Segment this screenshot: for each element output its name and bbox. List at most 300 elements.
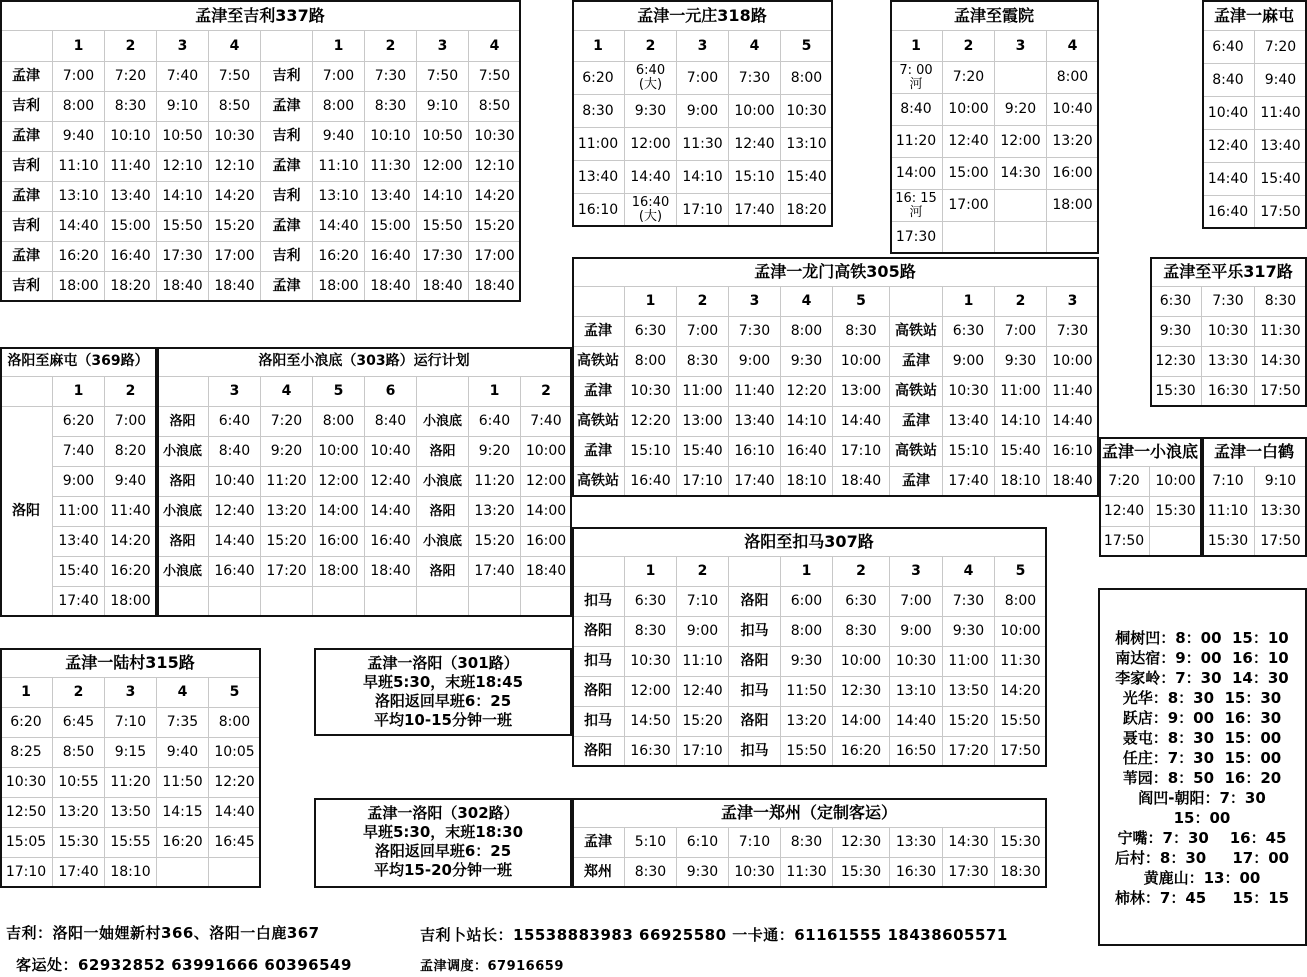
r337-cell: 7:50 bbox=[209, 62, 261, 92]
r307-cell: 11:00 bbox=[943, 647, 995, 677]
rmatun_mj-cell: 13:40 bbox=[1255, 130, 1307, 163]
r337-cell: 吉利 bbox=[261, 182, 313, 212]
r337-cell: 9:10 bbox=[417, 92, 469, 122]
r337-cell: 14:20 bbox=[469, 182, 521, 212]
rxiayuan-cell: 14:30 bbox=[995, 158, 1047, 190]
r303-cell: 7:40 bbox=[521, 407, 572, 437]
zhengzhou-title: 孟津一郑州（定制客运） bbox=[572, 798, 1047, 828]
r305-cell: 高铁站 bbox=[890, 377, 943, 407]
r303-cell: 小浪底 bbox=[157, 497, 209, 527]
r305-cell: 孟津 bbox=[572, 377, 625, 407]
r318-col-header: 2 bbox=[625, 31, 677, 62]
zhengzhou-cell: 16:30 bbox=[890, 858, 943, 888]
r307-cell: 9:00 bbox=[890, 617, 943, 647]
r305-cell: 孟津 bbox=[572, 437, 625, 467]
r303-cell: 15:20 bbox=[469, 527, 521, 557]
rxiayuan-cell: 16:00 bbox=[1047, 158, 1099, 190]
r305-cell: 9:30 bbox=[995, 347, 1047, 377]
rmatun_mj-cell: 14:40 bbox=[1202, 163, 1255, 196]
zhengzhou-cell: 15:30 bbox=[833, 858, 890, 888]
rxiayuan-cell: 7: 00 河 bbox=[890, 62, 943, 94]
r317-cell: 14:30 bbox=[1255, 347, 1307, 377]
r315-cell: 8:25 bbox=[0, 738, 53, 768]
r307-cell: 10:30 bbox=[890, 647, 943, 677]
r307-cell: 洛阳 bbox=[729, 647, 781, 677]
r305-cell: 16:40 bbox=[625, 467, 677, 497]
r305-cell: 7:30 bbox=[1047, 317, 1099, 347]
r337-cell: 18:40 bbox=[417, 272, 469, 302]
r303-cell: 8:40 bbox=[365, 407, 417, 437]
village-item: 宁嘴：7：30 16：45 bbox=[1117, 829, 1287, 847]
r315-cell: 14:40 bbox=[209, 798, 261, 828]
zhengzhou-cell: 18:30 bbox=[995, 858, 1047, 888]
zhengzhou-cell: 5:10 bbox=[625, 828, 677, 858]
r337-cell: 8:30 bbox=[365, 92, 417, 122]
r315-cell: 8:00 bbox=[209, 708, 261, 738]
r337-cell: 12:10 bbox=[209, 152, 261, 182]
zhengzhou-cell: 13:30 bbox=[890, 828, 943, 858]
r307-cell: 14:20 bbox=[995, 677, 1047, 707]
r307-col-header bbox=[729, 557, 781, 587]
r337-cell: 16:20 bbox=[313, 242, 365, 272]
r307-cell: 15:50 bbox=[995, 707, 1047, 737]
r305-col-header: 5 bbox=[833, 287, 890, 317]
r337-cell: 14:10 bbox=[157, 182, 209, 212]
r305-cell: 13:00 bbox=[833, 377, 890, 407]
xiaolangdi_mj-cell: 15:30 bbox=[1150, 497, 1202, 527]
r315-cell: 7:35 bbox=[157, 708, 209, 738]
r315-cell: 12:20 bbox=[209, 768, 261, 798]
r315-cell: 11:50 bbox=[157, 768, 209, 798]
r318-cell: 16:10 bbox=[572, 194, 625, 227]
r337-cell: 16:20 bbox=[53, 242, 105, 272]
r337-cell: 10:10 bbox=[365, 122, 417, 152]
r315-cell: 16:20 bbox=[157, 828, 209, 858]
rxiayuan-cell: 12:40 bbox=[943, 126, 995, 158]
r315-cell: 10:55 bbox=[53, 768, 105, 798]
r305-cell: 孟津 bbox=[572, 317, 625, 347]
r307-col-header bbox=[572, 557, 625, 587]
r307-cell: 14:50 bbox=[625, 707, 677, 737]
rxiayuan-cell: 12:00 bbox=[995, 126, 1047, 158]
r307-cell: 10:30 bbox=[625, 647, 677, 677]
r303-empty-cell bbox=[365, 587, 417, 617]
r307-cell: 扣马 bbox=[572, 647, 625, 677]
r303-cell: 小浪底 bbox=[417, 467, 469, 497]
r315-col-header: 4 bbox=[157, 678, 209, 708]
r337-cell: 18:40 bbox=[157, 272, 209, 302]
rmatun_mj-cell: 11:40 bbox=[1255, 97, 1307, 130]
r303-col-header bbox=[157, 377, 209, 407]
r315-cell: 10:05 bbox=[209, 738, 261, 768]
r303-cell: 11:20 bbox=[469, 467, 521, 497]
r307-cell: 17:20 bbox=[943, 737, 995, 767]
r307-cell: 扣马 bbox=[729, 617, 781, 647]
rmatun_mj-cell: 16:40 bbox=[1202, 196, 1255, 229]
r337-cell: 8:00 bbox=[53, 92, 105, 122]
r315-cell bbox=[157, 858, 209, 888]
r305-cell: 7:00 bbox=[995, 317, 1047, 347]
r303-cell: 16:40 bbox=[365, 527, 417, 557]
r303-cell: 10:40 bbox=[209, 467, 261, 497]
r305-cell: 孟津 bbox=[890, 407, 943, 437]
r318-cell: 17:40 bbox=[729, 194, 781, 227]
r369-stop: 洛阳 bbox=[0, 407, 53, 617]
r305-col-header: 3 bbox=[1047, 287, 1099, 317]
r337-cell: 7:30 bbox=[365, 62, 417, 92]
r318-cell: 9:30 bbox=[625, 95, 677, 128]
r315-col-header: 2 bbox=[53, 678, 105, 708]
r315-cell: 16:45 bbox=[209, 828, 261, 858]
r303-cell: 11:20 bbox=[261, 467, 313, 497]
rxiayuan-cell: 13:20 bbox=[1047, 126, 1099, 158]
r315-cell: 6:20 bbox=[0, 708, 53, 738]
r315-cell: 18:10 bbox=[105, 858, 157, 888]
r303-empty-cell bbox=[469, 587, 521, 617]
r305-cell: 17:10 bbox=[833, 437, 890, 467]
village-item: 苇园：8：50 16：20 bbox=[1122, 769, 1282, 787]
r337-cell: 吉利 bbox=[0, 152, 53, 182]
r303-empty-cell bbox=[157, 587, 209, 617]
r307-cell: 6:30 bbox=[833, 587, 890, 617]
r303-cell: 7:20 bbox=[261, 407, 313, 437]
r369-cell: 15:40 bbox=[53, 557, 105, 587]
r337-cell: 18:20 bbox=[105, 272, 157, 302]
rxiayuan-cell: 7:20 bbox=[943, 62, 995, 94]
r307-cell: 洛阳 bbox=[729, 587, 781, 617]
r303-cell: 12:40 bbox=[365, 467, 417, 497]
r305-cell: 16:10 bbox=[1047, 437, 1099, 467]
r369-title: 洛阳至麻屯（369路） bbox=[0, 347, 157, 377]
r303-cell: 10:00 bbox=[313, 437, 365, 467]
village-item: 15：00 bbox=[1173, 809, 1231, 827]
r337-cell: 12:00 bbox=[417, 152, 469, 182]
r305-col-header: 1 bbox=[943, 287, 995, 317]
r317-cell: 7:30 bbox=[1202, 287, 1255, 317]
r307-cell: 13:50 bbox=[943, 677, 995, 707]
r317-cell: 17:50 bbox=[1255, 377, 1307, 407]
r303-cell: 13:20 bbox=[261, 497, 313, 527]
r318-cell: 14:40 bbox=[625, 161, 677, 194]
r337-cell: 12:10 bbox=[157, 152, 209, 182]
r305-cell: 9:00 bbox=[943, 347, 995, 377]
r303-cell: 6:40 bbox=[469, 407, 521, 437]
rxiayuan-cell bbox=[1047, 222, 1099, 254]
rmatun_mj-cell: 9:40 bbox=[1255, 64, 1307, 97]
r305-cell: 8:30 bbox=[833, 317, 890, 347]
r307-col-header: 3 bbox=[890, 557, 943, 587]
zhengzhou-cell: 15:30 bbox=[995, 828, 1047, 858]
route-301-note bbox=[314, 648, 572, 736]
r303-cell: 6:40 bbox=[209, 407, 261, 437]
r303-col-header: 1 bbox=[469, 377, 521, 407]
r337-col-header: 2 bbox=[105, 31, 157, 62]
r305-cell: 11:40 bbox=[1047, 377, 1099, 407]
zhengzhou-cell: 8:30 bbox=[625, 858, 677, 888]
xiaolangdi_mj-cell: 17:50 bbox=[1099, 527, 1150, 557]
r337-title: 孟津至吉利337路 bbox=[0, 0, 521, 31]
r303-cell: 9:20 bbox=[261, 437, 313, 467]
r305-cell: 孟津 bbox=[890, 467, 943, 497]
village-item: 南达宿：9：00 16：10 bbox=[1115, 649, 1289, 667]
r337-cell: 7:50 bbox=[469, 62, 521, 92]
r303-cell: 洛阳 bbox=[157, 527, 209, 557]
zhengzhou-cell: 10:30 bbox=[729, 858, 781, 888]
r307-cell: 17:50 bbox=[995, 737, 1047, 767]
rxiayuan-cell: 8:00 bbox=[1047, 62, 1099, 94]
village-schedule-list bbox=[1098, 590, 1306, 946]
r305-cell: 15:10 bbox=[625, 437, 677, 467]
r305-cell: 高铁站 bbox=[890, 317, 943, 347]
r303-cell: 12:40 bbox=[209, 497, 261, 527]
rxiayuan-cell: 16: 15 河 bbox=[890, 190, 943, 222]
r369-cell: 9:00 bbox=[53, 467, 105, 497]
r369-cell: 17:40 bbox=[53, 587, 105, 617]
r317-cell: 11:30 bbox=[1255, 317, 1307, 347]
r337-cell: 10:50 bbox=[417, 122, 469, 152]
r369-col-header: 1 bbox=[53, 377, 105, 407]
r307-cell: 8:00 bbox=[995, 587, 1047, 617]
r303-cell: 16:40 bbox=[209, 557, 261, 587]
r369-cell: 6:20 bbox=[53, 407, 105, 437]
r305-cell: 14:10 bbox=[781, 407, 833, 437]
rxiayuan-col-header: 1 bbox=[890, 31, 943, 62]
r337-cell: 18:00 bbox=[313, 272, 365, 302]
r337-cell: 孟津 bbox=[0, 182, 53, 212]
village-item: 任庄：7：30 15：00 bbox=[1122, 749, 1282, 767]
r337-cell: 11:30 bbox=[365, 152, 417, 182]
r305-col-header: 4 bbox=[781, 287, 833, 317]
r305-cell: 8:30 bbox=[677, 347, 729, 377]
xiaolangdi_mj-title: 孟津一小浪底 bbox=[1099, 437, 1202, 467]
rmatun_mj-cell: 12:40 bbox=[1202, 130, 1255, 163]
r337-cell: 9:10 bbox=[157, 92, 209, 122]
r305-col-header: 1 bbox=[625, 287, 677, 317]
r369-cell: 8:20 bbox=[105, 437, 157, 467]
r303-cell: 16:00 bbox=[313, 527, 365, 557]
r315-col-header: 1 bbox=[0, 678, 53, 708]
r303-empty-cell bbox=[417, 587, 469, 617]
r337-col-header: 3 bbox=[157, 31, 209, 62]
bailu-cell: 15:30 bbox=[1202, 527, 1255, 557]
r307-cell: 11:30 bbox=[995, 647, 1047, 677]
r303-cell: 18:40 bbox=[521, 557, 572, 587]
village-item: 李家岭：7：30 14：30 bbox=[1115, 669, 1289, 687]
r307-cell: 15:50 bbox=[781, 737, 833, 767]
rxiayuan-cell bbox=[995, 62, 1047, 94]
r307-cell: 6:30 bbox=[625, 587, 677, 617]
r337-cell: 吉利 bbox=[261, 62, 313, 92]
r369-cell: 7:40 bbox=[53, 437, 105, 467]
zhengzhou-cell: 7:10 bbox=[729, 828, 781, 858]
r337-cell: 14:40 bbox=[53, 212, 105, 242]
r315-cell: 14:15 bbox=[157, 798, 209, 828]
r318-col-header: 3 bbox=[677, 31, 729, 62]
r305-cell: 18:10 bbox=[995, 467, 1047, 497]
r337-cell: 17:00 bbox=[469, 242, 521, 272]
route-302-frequency: 平均15-20分钟一班 bbox=[374, 861, 512, 879]
r318-cell: 16:40 (大) bbox=[625, 194, 677, 227]
rxiayuan-cell: 17:00 bbox=[943, 190, 995, 222]
r337-cell: 7:40 bbox=[157, 62, 209, 92]
r318-cell: 11:30 bbox=[677, 128, 729, 161]
r315-cell: 11:20 bbox=[105, 768, 157, 798]
r305-cell: 9:00 bbox=[729, 347, 781, 377]
r305-cell: 高铁站 bbox=[572, 407, 625, 437]
r337-cell: 15:20 bbox=[469, 212, 521, 242]
r337-cell: 8:30 bbox=[105, 92, 157, 122]
r369-cell: 9:40 bbox=[105, 467, 157, 497]
r303-cell: 洛阳 bbox=[417, 437, 469, 467]
r337-cell: 孟津 bbox=[0, 62, 53, 92]
rxiayuan-cell: 8:40 bbox=[890, 94, 943, 126]
route-302-return: 洛阳返回早班6：25 bbox=[374, 842, 512, 860]
rxiayuan-cell bbox=[995, 222, 1047, 254]
rmatun_mj-title: 孟津一麻屯 bbox=[1202, 0, 1307, 31]
r305-cell: 11:00 bbox=[995, 377, 1047, 407]
village-item: 后村：8：30 17：00 bbox=[1114, 849, 1290, 867]
r318-cell: 15:10 bbox=[729, 161, 781, 194]
route-301-title: 孟津一洛阳（301路） bbox=[367, 654, 519, 672]
r318-cell: 8:30 bbox=[572, 95, 625, 128]
zhengzhou-cell: 郑州 bbox=[572, 858, 625, 888]
r317-cell: 13:30 bbox=[1202, 347, 1255, 377]
r305-col-header: 2 bbox=[677, 287, 729, 317]
r337-col-header: 1 bbox=[313, 31, 365, 62]
r303-empty-cell bbox=[313, 587, 365, 617]
r307-cell: 13:20 bbox=[781, 707, 833, 737]
r337-cell: 7:00 bbox=[53, 62, 105, 92]
rmatun_mj-cell: 10:40 bbox=[1202, 97, 1255, 130]
rmatun_mj-cell: 6:40 bbox=[1202, 31, 1255, 64]
r337-cell: 孟津 bbox=[0, 242, 53, 272]
r307-cell: 6:00 bbox=[781, 587, 833, 617]
r307-cell: 11:10 bbox=[677, 647, 729, 677]
footer-stationmaster-phone: 吉利卜站长：15538883983 66925580 一卡通：61161555 18438605571 bbox=[420, 926, 1008, 944]
r305-cell: 12:20 bbox=[625, 407, 677, 437]
r337-cell: 7:00 bbox=[313, 62, 365, 92]
r303-col-header bbox=[417, 377, 469, 407]
route-301-frequency: 平均10-15分钟一班 bbox=[374, 711, 512, 729]
r337-cell: 孟津 bbox=[261, 92, 313, 122]
r303-cell: 小浪底 bbox=[417, 407, 469, 437]
r307-cell: 8:30 bbox=[833, 617, 890, 647]
r303-empty-cell bbox=[521, 587, 572, 617]
rmatun_mj-cell: 15:40 bbox=[1255, 163, 1307, 196]
village-item: 柿林：7：45 15：15 bbox=[1114, 889, 1290, 907]
r307-cell: 7:10 bbox=[677, 587, 729, 617]
r318-cell: 6:20 bbox=[572, 62, 625, 95]
rxiayuan-cell: 9:20 bbox=[995, 94, 1047, 126]
r303-cell: 10:00 bbox=[521, 437, 572, 467]
r305-cell: 15:40 bbox=[677, 437, 729, 467]
r307-cell: 14:00 bbox=[833, 707, 890, 737]
bailu-cell: 9:10 bbox=[1255, 467, 1307, 497]
r305-cell: 孟津 bbox=[890, 347, 943, 377]
r305-cell: 14:40 bbox=[1047, 407, 1099, 437]
r307-cell: 扣马 bbox=[572, 707, 625, 737]
rmatun_mj-cell: 7:20 bbox=[1255, 31, 1307, 64]
r305-cell: 18:40 bbox=[1047, 467, 1099, 497]
r307-cell: 9:30 bbox=[781, 647, 833, 677]
r307-cell: 16:50 bbox=[890, 737, 943, 767]
rxiayuan-cell: 10:40 bbox=[1047, 94, 1099, 126]
r303-cell: 洛阳 bbox=[417, 497, 469, 527]
r337-cell: 吉利 bbox=[0, 212, 53, 242]
zhengzhou-cell: 12:30 bbox=[833, 828, 890, 858]
r337-cell: 16:40 bbox=[365, 242, 417, 272]
rxiayuan-col-header: 4 bbox=[1047, 31, 1099, 62]
r337-col-header: 2 bbox=[365, 31, 417, 62]
r303-cell: 10:40 bbox=[365, 437, 417, 467]
r317-cell: 9:30 bbox=[1150, 317, 1202, 347]
r315-cell: 6:45 bbox=[53, 708, 105, 738]
r337-cell: 孟津 bbox=[0, 122, 53, 152]
r307-cell: 扣马 bbox=[572, 587, 625, 617]
r337-cell: 13:40 bbox=[105, 182, 157, 212]
r318-cell: 9:00 bbox=[677, 95, 729, 128]
r305-cell: 8:00 bbox=[625, 347, 677, 377]
rmatun_mj-cell: 8:40 bbox=[1202, 64, 1255, 97]
r315-col-header: 5 bbox=[209, 678, 261, 708]
r307-cell: 扣马 bbox=[729, 677, 781, 707]
r315-title: 孟津一陆村315路 bbox=[0, 648, 261, 678]
r315-cell: 15:05 bbox=[0, 828, 53, 858]
r305-cell: 13:00 bbox=[677, 407, 729, 437]
r318-cell: 11:00 bbox=[572, 128, 625, 161]
r307-col-header: 2 bbox=[677, 557, 729, 587]
village-item: 阎凹-朝阳：7：30 bbox=[1138, 789, 1266, 807]
r307-cell: 11:50 bbox=[781, 677, 833, 707]
r337-col-header: 3 bbox=[417, 31, 469, 62]
r337-cell: 11:10 bbox=[313, 152, 365, 182]
r303-cell: 17:20 bbox=[261, 557, 313, 587]
r318-col-header: 4 bbox=[729, 31, 781, 62]
r337-cell: 吉利 bbox=[0, 272, 53, 302]
r305-cell: 9:30 bbox=[781, 347, 833, 377]
r369-col-header: 2 bbox=[105, 377, 157, 407]
village-item: 跃店：9：00 16：30 bbox=[1122, 709, 1282, 727]
r303-cell: 18:00 bbox=[313, 557, 365, 587]
r369-cell: 13:40 bbox=[53, 527, 105, 557]
r337-cell: 10:30 bbox=[469, 122, 521, 152]
r307-cell: 10:00 bbox=[995, 617, 1047, 647]
r307-cell: 12:30 bbox=[833, 677, 890, 707]
r307-cell: 12:00 bbox=[625, 677, 677, 707]
r318-cell: 13:10 bbox=[781, 128, 833, 161]
r337-cell: 11:10 bbox=[53, 152, 105, 182]
r318-cell: 14:10 bbox=[677, 161, 729, 194]
r303-title: 洛阳至小浪底（303路）运行计划 bbox=[157, 347, 572, 377]
r303-col-header: 6 bbox=[365, 377, 417, 407]
rmatun_mj-cell: 17:50 bbox=[1255, 196, 1307, 229]
zhengzhou-cell: 9:30 bbox=[677, 858, 729, 888]
r303-cell: 小浪底 bbox=[417, 527, 469, 557]
zhengzhou-cell: 孟津 bbox=[572, 828, 625, 858]
r315-col-header: 3 bbox=[105, 678, 157, 708]
zhengzhou-cell: 17:30 bbox=[943, 858, 995, 888]
r337-cell: 8:50 bbox=[469, 92, 521, 122]
r337-cell: 7:20 bbox=[105, 62, 157, 92]
r337-cell: 10:50 bbox=[157, 122, 209, 152]
r307-col-header: 1 bbox=[781, 557, 833, 587]
r318-title: 孟津一元庄318路 bbox=[572, 0, 833, 31]
r305-cell: 7:30 bbox=[729, 317, 781, 347]
r337-cell: 18:00 bbox=[53, 272, 105, 302]
r305-cell: 16:10 bbox=[729, 437, 781, 467]
r305-title: 孟津一龙门高铁305路 bbox=[572, 257, 1099, 287]
r337-cell: 7:50 bbox=[417, 62, 469, 92]
